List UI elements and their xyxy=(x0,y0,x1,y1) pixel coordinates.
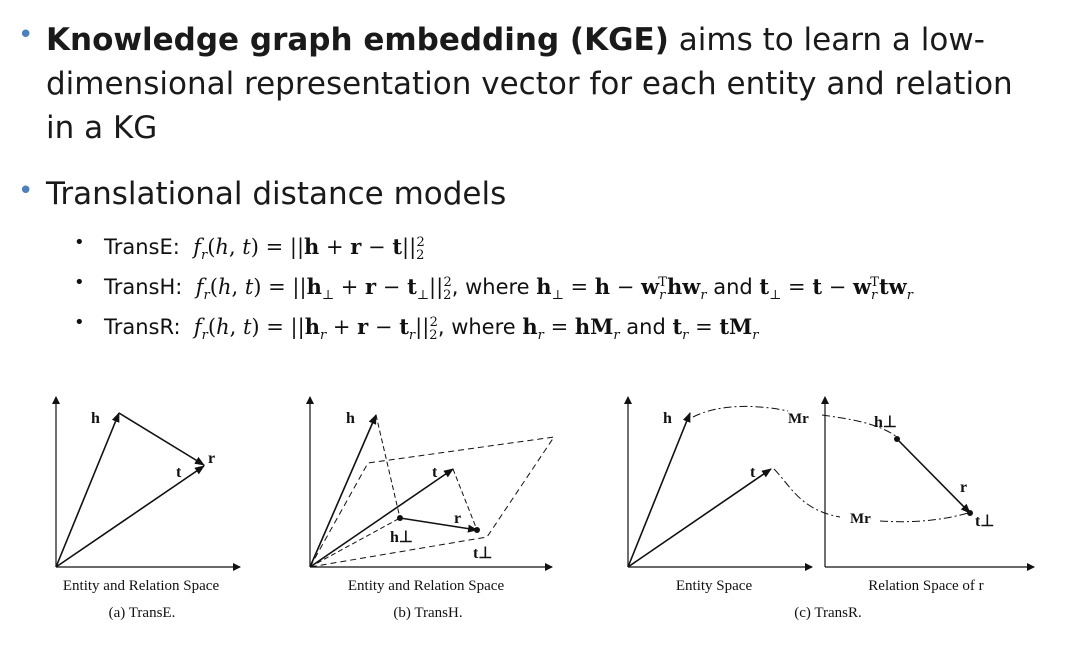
figures-svg xyxy=(0,385,1080,651)
model-name: TransE: xyxy=(104,235,180,259)
and-label: and xyxy=(713,275,753,299)
fig-b-label-r: r xyxy=(454,510,462,527)
fig-c-label-h-perp: h⊥ xyxy=(874,414,897,431)
fig-c-caption: (c) TransR. xyxy=(794,605,862,621)
transr-cond-2: $t_r = tM_r$ xyxy=(672,314,759,344)
translational-heading: Translational distance models xyxy=(46,176,507,212)
fig-b-label-t: t xyxy=(432,464,438,481)
fig-b-label-t-perp: t⊥ xyxy=(473,545,493,562)
fig-c-label-m1: Mr xyxy=(788,411,809,427)
figure-c-transr xyxy=(628,397,1034,621)
transr-formula: $f_r$ xyxy=(193,315,208,344)
kge-paragraph xyxy=(46,18,1013,150)
bullet-marker-1: • xyxy=(18,20,34,50)
fig-c-label-h: h xyxy=(663,410,672,427)
fig-b-caption: (b) TransH. xyxy=(393,605,463,621)
fig-b-label-h-perp: h⊥ xyxy=(390,529,413,546)
kge-line-1 xyxy=(46,18,1013,62)
fig-c-label-r: r xyxy=(960,479,968,496)
fig-a-caption: (a) TransE. xyxy=(108,605,176,621)
figure-a-transe xyxy=(56,397,240,621)
where-label: , where xyxy=(437,315,516,339)
kge-line-2: dimensional representation vector for each entity and relation xyxy=(46,66,1013,102)
fig-b-label-h: h xyxy=(346,410,355,427)
and-label: and xyxy=(626,315,666,339)
kge-bold-term: Knowledge graph embedding (KGE) xyxy=(46,22,669,58)
where-label: , where xyxy=(451,275,530,299)
fig-c-space-label-left: Entity Space xyxy=(675,578,753,594)
kge-line-3: in a KG xyxy=(46,110,158,146)
bullet-marker-2: • xyxy=(18,176,34,206)
transh-formula: $f_r$ xyxy=(195,275,210,304)
fig-c-label-m2: Mr xyxy=(850,511,871,527)
fig-a-label-h: h xyxy=(91,410,100,427)
figure-b-transh xyxy=(310,397,554,621)
kge-line-1-rest: aims to learn a low- xyxy=(668,22,985,58)
fig-a-label-r: r xyxy=(208,450,216,467)
model-name: TransR: xyxy=(104,315,181,339)
fig-c-label-t: t xyxy=(750,464,756,481)
transh-cond-2: $t_\perp = t - w_r^Ttw_r$ xyxy=(759,274,913,304)
fig-a-space-label: Entity and Relation Space xyxy=(62,578,220,594)
transe-formula: $f_r$ xyxy=(193,235,208,264)
model-name: TransH: xyxy=(104,275,183,299)
fig-a-label-t: t xyxy=(176,464,182,481)
fig-b-space-label: Entity and Relation Space xyxy=(347,578,505,594)
transh-cond-1: $h_\perp = h - w_r^Thw_r$ xyxy=(536,274,707,304)
transr-cond-1: $h_r = hM_r$ xyxy=(522,314,620,344)
fig-c-space-label-right: Relation Space of r xyxy=(868,578,984,594)
fig-c-label-t-perp: t⊥ xyxy=(975,513,995,530)
